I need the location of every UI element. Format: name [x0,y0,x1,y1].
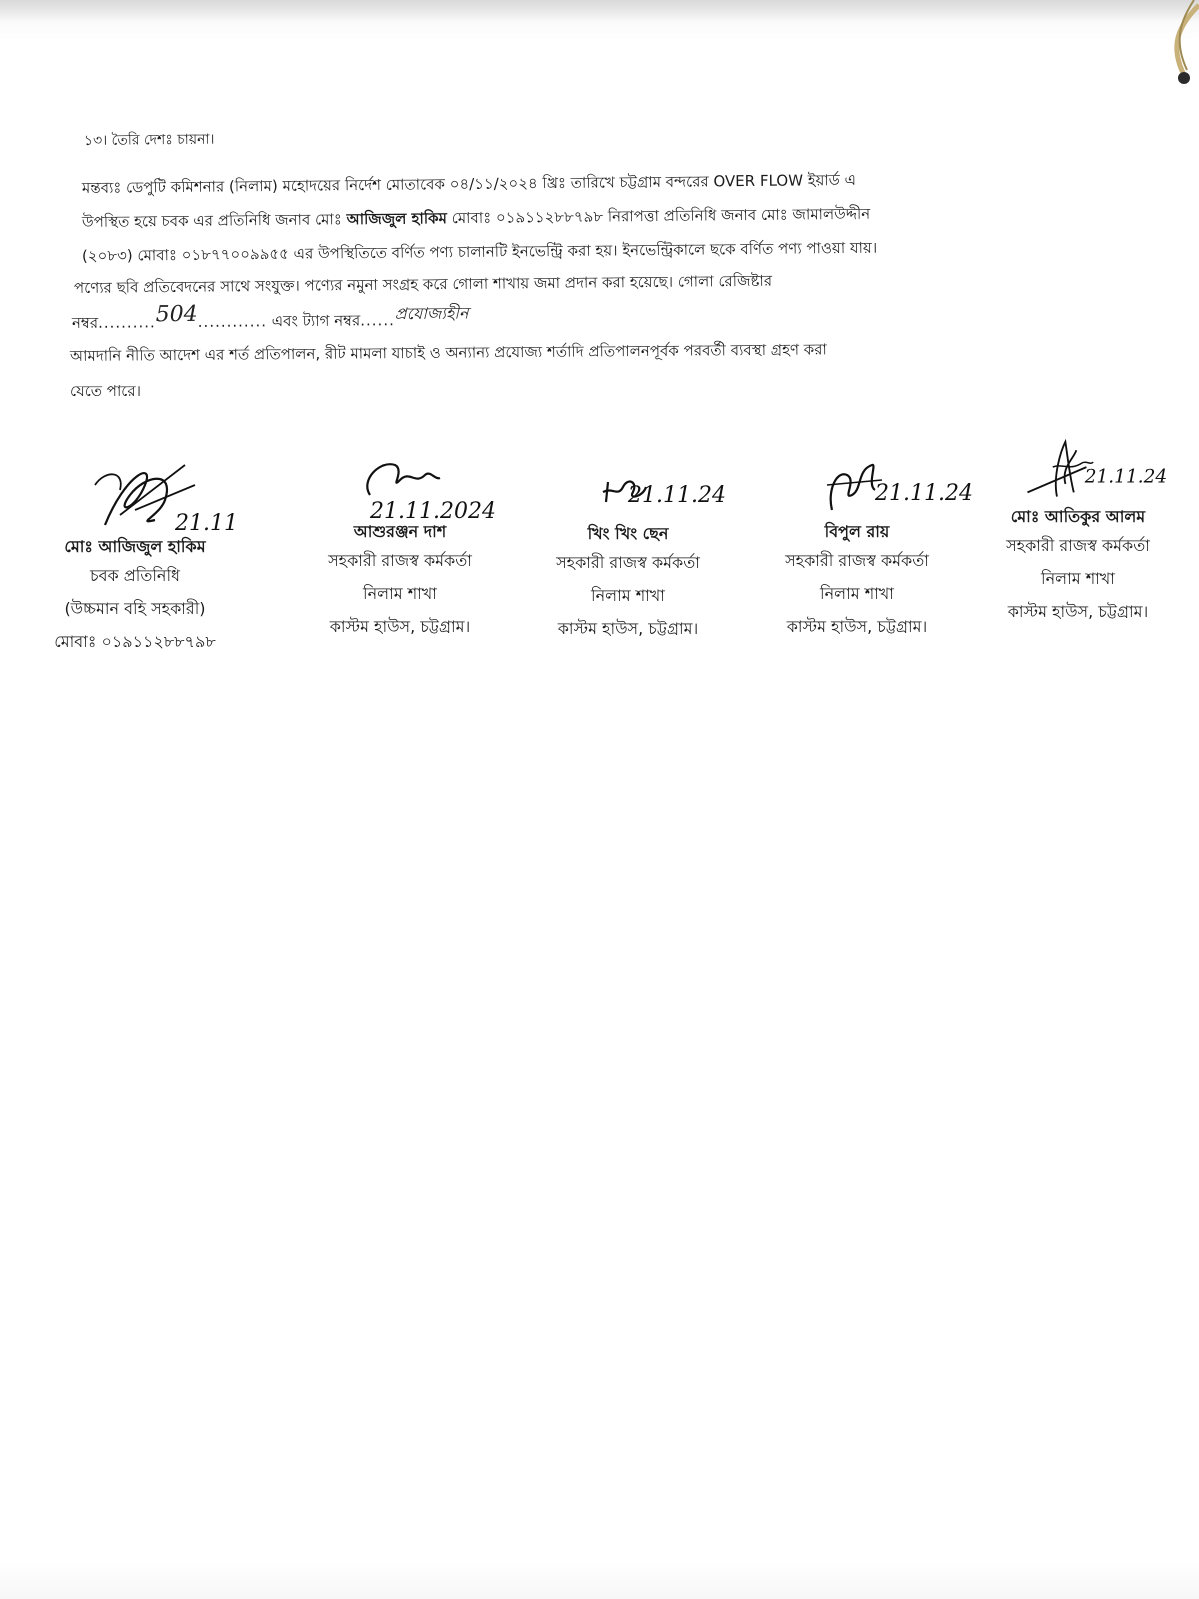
representative-name: আজিজুল হাকিম [346,209,448,229]
signatory-name-5: মোঃ আতিকুর আলম [1010,507,1146,526]
signature-date-2: 21.11.2024 [370,499,496,524]
register-number-label: নম্বর [71,313,99,332]
remarks-line-2-c: মোবাঃ ০১৯১১২৮৮৭৯৮ নিরাপত্তা প্রতিনিধি জনাব মোঃ জামালউদ্দীন [446,204,871,228]
signature-date-4: 21.11.24 [875,481,973,506]
dotted-fill-2: ............ [197,312,268,331]
signatory-title-1: চবক প্রতিনিধি [89,566,181,585]
remarks-line-4: পণ্যের ছবি প্রতিবেদনের সাথে সংযুক্ত। পণ্যের নমুনা সংগ্রহ করে গোলা শাখায় জমা প্রদান করা হয়েছে। গোলা রেজিষ্টার [73,271,773,297]
signature-block-1 [35,455,238,658]
signatory-title-5: সহকারী রাজস্ব কর্মকর্তা [1006,536,1150,555]
signature-block-3 [528,442,728,645]
dotted-fill-3: ...... [360,311,395,330]
remarks-line-2 [82,204,870,232]
signature-date-5: 21.11.24 [1084,466,1168,488]
signatory-name-2: আশুরঞ্জন দাশ [353,522,447,541]
dotted-fill-1: .......... [97,313,156,332]
signatory-branch-4: নিলাম শাখা [820,584,894,603]
tag-number-label: এবং ট্যাগ নম্বর [266,311,361,331]
origin-country-item: ১৩। তৈরি দেশঃ চায়না। [83,131,215,149]
remarks-line-3: (২০৮৩) মোবাঃ ০১৮৭৭০০৯৯৫৫ এর উপস্থিতিতে বর্ণিত পণ্য চালানটি ইনভেন্ট্রি করা হয়। ইনভেন্ট্রিকালে ছকে বর্ণিত পণ্য পাওয়া যায়। [81,238,878,265]
signature-date-3: 21.11.24 [628,483,726,508]
signature-block-5 [978,425,1178,628]
signature-block-2 [300,440,500,643]
signatory-office-3: কাস্টম হাউস, চট্টগ্রাম। [557,619,699,638]
remarks-line-7: যেতে পারে। [70,382,141,400]
handwritten-signature-4 [757,440,973,520]
remarks-line-2-a: উপস্থিত হয়ে চবক এর প্রতিনিধি জনাব মোঃ [81,210,347,231]
signatory-name-3: খিং খিং ছেন [587,524,669,543]
signatory-office-4: কাস্টম হাউস, চট্টগ্রাম। [786,617,928,636]
signature-block-4 [757,440,973,643]
tag-number-handwritten: প্রযোজ্যহীন [394,303,469,324]
remarks-line-5 [71,301,469,333]
remarks-line-1: মন্তব্যঃ ডেপুটি কমিশনার (নিলাম) মহোদয়ের নির্দেশ মোতাবেক ০৪/১১/২০২৪ খ্রিঃ তারিখে চট্টগ্রাম বন্দরের OVER FLOW ইয়ার্ড এ [81,170,857,197]
signatory-designation-1: (উচ্চমান বহি সহকারী) [64,599,206,618]
signatory-name-4: বিপুল রায় [824,522,890,541]
signatory-title-4: সহকারী রাজস্ব কর্মকর্তা [785,551,929,570]
signatory-office-2: কাস্টম হাউস, চট্টগ্রাম। [329,617,471,636]
scan-shadow [0,0,1199,22]
signatory-branch-3: নিলাম শাখা [591,586,665,605]
handwritten-signature-1 [35,455,238,536]
signatory-branch-2: নিলাম শাখা [363,584,437,603]
register-number-handwritten: 504 [155,301,198,328]
handwritten-signature-3 [528,442,728,522]
binding-string-mark [1069,0,1199,110]
signatory-name-1: মোঃ আজিজুল হাকিম [64,537,206,556]
signatory-title-2: সহকারী রাজস্ব কর্মকর্তা [328,551,472,570]
handwritten-signature-5 [978,425,1178,505]
signatory-office-5: কাস্টম হাউস, চট্টগ্রাম। [1007,602,1149,621]
signatory-branch-5: নিলাম শাখা [1041,569,1115,588]
signature-date-1: 21.11 [175,511,238,536]
handwritten-signature-2 [300,440,500,524]
remarks-line-6: আমদানি নীতি আদেশ এর শর্ত প্রতিপালন, রীট মামলা যাচাই ও অন্যান্য প্রযোজ্য শর্তাদি প্রতিপালনপূর্বক পরবর্তী ব্যবস্থা গ্রহণ করা [69,340,827,365]
signatory-phone-1: মোবাঃ ০১৯১১২৮৮৭৯৮ [54,632,216,651]
signatory-title-3: সহকারী রাজস্ব কর্মকর্তা [556,553,700,572]
